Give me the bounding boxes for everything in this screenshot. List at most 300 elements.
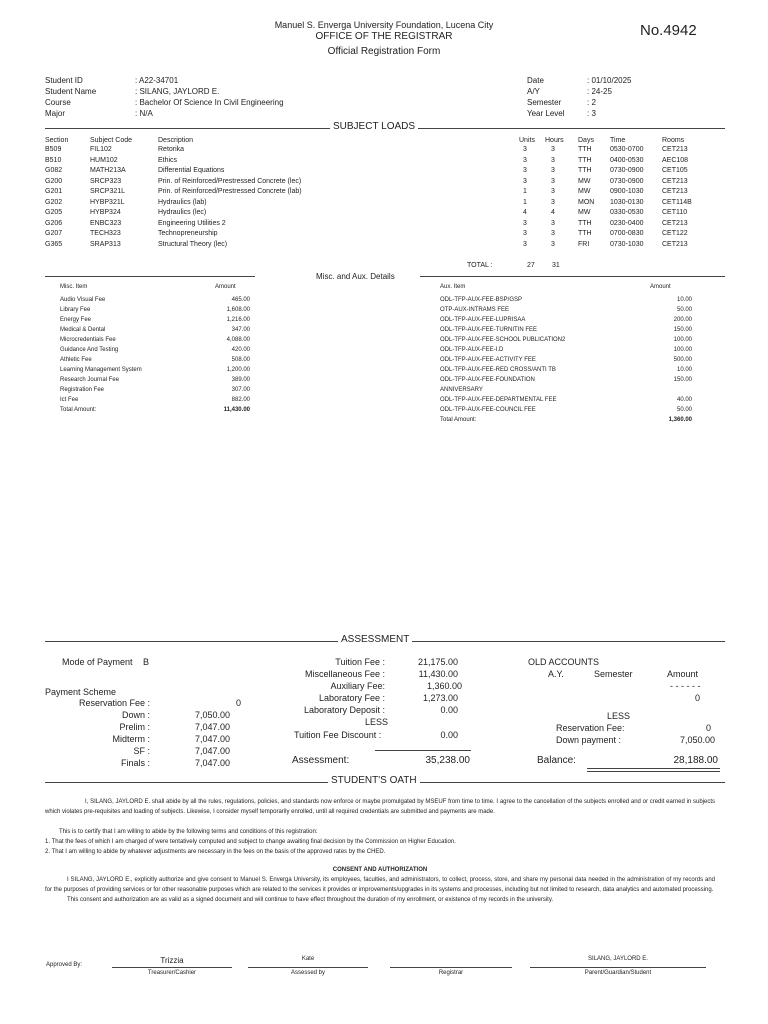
aux-row: [440, 327, 692, 337]
mode-of-payment-value: B: [143, 657, 150, 667]
subject-room: CET122: [662, 230, 688, 237]
misc-item: Medical & Dental: [60, 327, 106, 333]
certify-intro: This is to certify that I am willing to abide by the following terms and conditions of this registration:: [59, 829, 318, 835]
assessor-signature-name: Kate: [301, 956, 315, 962]
total-hours: 31: [552, 262, 560, 269]
subject-hours: 3: [551, 230, 555, 237]
aux-amount: 500.00: [673, 357, 692, 363]
aux-amount: 150.00: [673, 377, 692, 383]
subject-section: B510: [45, 156, 62, 164]
misc-item: Athletic Fee: [60, 357, 92, 363]
misc-row: [60, 357, 252, 367]
col-description: Description: [158, 137, 194, 144]
aux-item-header: Aux. Item: [440, 284, 466, 290]
subject-row: [45, 230, 725, 241]
subject-code: FIL102: [90, 146, 112, 153]
subject-row: [45, 188, 725, 199]
misc-rows: [60, 297, 252, 407]
misc-row: [60, 327, 252, 337]
aux-item: ODL-TFP-AUX-FEE-RED CROSS/ANTI TB: [440, 367, 556, 373]
aux-item: ODL-TFP-AUX-FEE-DEPARTMENTAL FEE: [440, 397, 557, 403]
info-label: Date: [527, 76, 544, 85]
down-payment-value: 7,050.00: [679, 735, 715, 745]
subject-room: CET213: [662, 146, 688, 153]
fees-less-label: LESS: [365, 717, 389, 727]
misc-amount: 1,608.00: [226, 307, 250, 313]
subject-section: G202: [45, 198, 63, 206]
aux-item: OTP-AUX-INTRAMS FEE: [440, 307, 510, 313]
fee-value: 21,175.00: [417, 657, 458, 667]
subject-days: TTH: [578, 146, 592, 153]
payment-scheme-label: Payment Scheme: [45, 687, 117, 697]
subject-table-header: [45, 137, 725, 146]
subject-days: MW: [578, 177, 591, 185]
aux-item: ODL-TFP-AUX-FEE-TURNITIN FEE: [440, 327, 537, 333]
info-value: : A22-34701: [135, 76, 179, 85]
scheme-label: SF :: [133, 746, 150, 756]
subject-row: [45, 209, 725, 220]
right-less-label: LESS: [607, 711, 631, 721]
aux-table: [440, 284, 692, 427]
subject-room: CET213: [662, 188, 688, 195]
oath-body: [45, 797, 715, 905]
subject-time: 0730-1030: [610, 240, 644, 248]
subject-hours: 3: [551, 188, 555, 195]
fee-label: Laboratory Fee :: [318, 693, 385, 703]
aux-amount: 200.00: [673, 317, 692, 323]
fee-label: Miscellaneous Fee :: [304, 669, 385, 679]
aux-row: [440, 367, 692, 377]
aux-item: ODL-TFP-AUX-FEE-ACTIVITY FEE: [440, 357, 536, 363]
old-value: 0: [695, 693, 701, 703]
subject-code: SRAP313: [90, 240, 121, 248]
misc-item: Research Journal Fee: [60, 377, 120, 383]
total-units: 27: [527, 262, 535, 269]
aux-row: [440, 357, 692, 367]
subject-section: G205: [45, 209, 63, 216]
subject-row: [45, 157, 725, 168]
approved-by-label: Approved By:: [46, 962, 83, 968]
old-dashes: - - - - - -: [670, 681, 701, 691]
info-label: Student Name: [45, 87, 97, 96]
col-units: Units: [519, 137, 535, 144]
cashier-signature-name: Trizzia: [160, 956, 184, 965]
info-value: : 3: [587, 109, 596, 118]
aux-amount: 10.00: [676, 297, 692, 303]
subject-section: G082: [45, 167, 63, 174]
subject-code: SRCP321L: [90, 188, 126, 195]
subject-hours: 3: [551, 219, 555, 227]
info-value: : 24-25: [587, 87, 612, 96]
consent-paragraph: This consent and authorization are as valid as a signed document and will continue to have effect throughout the duration of my enrollment, or existence of my records in the university.: [67, 897, 554, 903]
subject-units: 1: [523, 198, 527, 206]
misc-row: [60, 307, 252, 317]
subject-section: G201: [45, 188, 63, 195]
subject-room: CET114B: [662, 198, 692, 206]
subject-room: CET105: [662, 167, 688, 174]
aux-amount: 50.00: [676, 307, 692, 313]
down-payment-label: Down payment :: [556, 735, 622, 745]
subject-description: Prin. of Reinforced/Prestressed Concrete (lec): [158, 177, 302, 185]
subject-days: MON: [578, 198, 595, 206]
subject-description: Engineering Utilities 2: [158, 219, 226, 227]
aux-total-value: 1,360.00: [668, 417, 692, 423]
mode-of-payment-label: Mode of Payment: [62, 657, 133, 667]
subject-time: 0330-0530: [610, 209, 644, 216]
subject-days: TTH: [578, 230, 592, 237]
scheme-label: Reservation Fee :: [78, 698, 150, 708]
subject-hours: 3: [551, 156, 555, 164]
misc-row: [60, 337, 252, 347]
info-value: : N/A: [135, 109, 153, 118]
subject-description: Differential Equations: [158, 167, 225, 174]
aux-row: [440, 407, 692, 417]
info-label: Major: [45, 109, 66, 118]
aux-item: ODL-TFP-AUX-FEE-COUNCIL FEE: [440, 407, 536, 413]
fee-row: [280, 657, 470, 669]
subject-row: [45, 167, 725, 178]
aux-item: ODL-TFP-AUX-FEE-LUPRISAA: [440, 317, 526, 323]
misc-item-header: Misc. Item: [60, 284, 88, 290]
signature-line: [530, 967, 706, 968]
aux-row: [440, 307, 692, 317]
subject-rows: [45, 146, 725, 251]
subject-hours: 3: [551, 240, 555, 248]
aux-total-row: [440, 417, 692, 427]
col-days: Days: [578, 137, 594, 144]
misc-item: Ict Fee: [60, 397, 79, 403]
aux-amount: 50.00: [676, 407, 692, 413]
col-code: Subject Code: [90, 137, 133, 144]
fee-value: 1,273.00: [422, 693, 458, 703]
misc-aux-title: Misc. and Aux. Details: [316, 272, 395, 281]
info-row: [45, 87, 284, 98]
subject-units: 3: [523, 146, 527, 153]
misc-amount: 1,200.00: [226, 367, 250, 373]
fees-block: [280, 657, 470, 717]
subject-section: G200: [45, 177, 63, 185]
scheme-row: [60, 722, 250, 734]
subject-code: SRCP323: [90, 177, 122, 185]
signature-line: [390, 967, 512, 968]
balance-underline: [587, 771, 720, 772]
subject-days: TTH: [578, 167, 592, 174]
oath-title: STUDENT'S OATH: [328, 775, 420, 786]
aux-rows: [440, 297, 692, 417]
fee-row: [280, 681, 470, 693]
subject-hours: 4: [551, 209, 555, 216]
subject-loads-title: SUBJECT LOADS: [330, 121, 418, 132]
misc-row: [60, 367, 252, 377]
info-label: Student ID: [45, 76, 83, 85]
misc-amount: 1,216.00: [226, 317, 250, 323]
fee-label: Laboratory Deposit :: [303, 705, 385, 715]
aux-item: ODL-TFP-AUX-FEE-I.D: [440, 347, 504, 353]
misc-row: [60, 297, 252, 307]
subject-code: HUM102: [90, 156, 118, 164]
misc-amount: 307.00: [231, 387, 250, 393]
misc-amount: 347.00: [231, 327, 250, 333]
fee-value: 11,430.00: [418, 669, 458, 679]
subject-units: 3: [523, 219, 527, 227]
info-row: [45, 98, 284, 109]
aux-row: [440, 387, 692, 397]
misc-row: [60, 377, 252, 387]
old-ay-header: A.Y.: [548, 669, 564, 679]
cashier-label: Treasurer/Cashier: [147, 970, 197, 976]
subject-days: FRI: [578, 240, 590, 248]
aux-item: ANNIVERSARY: [440, 387, 483, 393]
subject-code: HYBP321L: [90, 198, 125, 206]
misc-amount-header: Amount: [215, 284, 236, 290]
subject-code: HYBP324: [90, 209, 121, 216]
divider: [420, 276, 725, 277]
subject-section: B509: [45, 146, 62, 153]
subject-description: Prin. of Reinforced/Prestressed Concrete (lab): [158, 188, 302, 195]
info-label: Year Level: [527, 109, 565, 118]
assessment-rule: [375, 750, 471, 751]
scheme-value: 0: [235, 698, 241, 708]
subject-units: 1: [523, 188, 527, 195]
misc-total-value: 11,430.00: [223, 407, 250, 413]
fee-label: Auxiliary Fee:: [330, 681, 385, 691]
subject-description: Ethics: [158, 156, 178, 164]
fee-row: [280, 705, 470, 717]
old-semester-header: Semester: [594, 669, 633, 679]
misc-amount: 508.00: [231, 357, 250, 363]
misc-row: [60, 347, 252, 357]
subject-units: 3: [523, 177, 527, 185]
certify-item: 1. That the fees of which I am charged of were tentatively computed and subject to change awaiting final decision by the Commission on Higher Education.: [45, 839, 456, 845]
subject-description: Structural Theory (lec): [158, 240, 228, 248]
subject-section: G206: [45, 219, 63, 227]
col-rooms: Rooms: [662, 137, 685, 144]
university-name: Manuel S. Enverga University Foundation, Lucena City: [274, 20, 494, 30]
aux-row: [440, 337, 692, 347]
aux-amount: 40.00: [676, 397, 692, 403]
scheme-label: Midterm :: [112, 734, 150, 744]
misc-total-row: [60, 407, 252, 417]
subject-days: MW: [578, 209, 591, 216]
info-row: [45, 76, 284, 87]
parent-signature-name: SILANG, JAYLORD E.: [588, 956, 648, 962]
aux-item: ODL-TFP-AUX-FEE-BSP/GSP: [440, 297, 523, 303]
subject-days: TTH: [578, 156, 592, 164]
misc-item: Learning Management System: [60, 367, 142, 373]
subject-days: TTH: [578, 219, 592, 227]
payment-scheme: [60, 698, 250, 770]
subject-hours: 3: [551, 198, 555, 206]
subject-room: CET213: [662, 219, 688, 227]
subject-code: MATH213A: [90, 167, 126, 174]
aux-amount: 100.00: [673, 337, 692, 343]
office-title: OFFICE OF THE REGISTRAR: [315, 31, 453, 42]
misc-table: [60, 284, 252, 417]
scheme-value: 7,050.00: [194, 710, 230, 720]
subject-days: MW: [578, 188, 591, 195]
misc-amount: 882.00: [231, 397, 250, 403]
student-info-right: [527, 76, 631, 120]
fee-row: [280, 693, 470, 705]
misc-amount: 465.00: [231, 297, 250, 303]
subject-time: 1030-0130: [610, 198, 644, 206]
balance-value: 28,188.00: [673, 755, 718, 766]
fee-label: Tuition Fee :: [335, 657, 385, 667]
subject-code: TECH323: [90, 230, 121, 237]
subject-room: AEC108: [662, 156, 689, 164]
misc-total-label: Total Amount:: [60, 407, 97, 413]
subject-row: [45, 241, 725, 252]
scheme-label: Prelim :: [119, 722, 150, 732]
info-label: Course: [45, 98, 71, 107]
col-hours: Hours: [545, 137, 564, 144]
misc-item: Audio Visual Fee: [60, 297, 106, 303]
balance-underline: [587, 768, 720, 769]
consent-title: CONSENT AND AUTHORIZATION: [332, 867, 428, 873]
subject-hours: 3: [551, 167, 555, 174]
aux-row: [440, 347, 692, 357]
old-amount-header: Amount: [667, 669, 699, 679]
subject-units: 3: [523, 156, 527, 164]
info-label: Semester: [527, 98, 562, 107]
subject-row: [45, 199, 725, 210]
signature-line: [112, 967, 232, 968]
fee-value: 1,360.00: [426, 681, 462, 691]
subject-units: 3: [523, 167, 527, 174]
scheme-row: [60, 734, 250, 746]
subject-hours: 3: [551, 177, 555, 185]
subject-table: [45, 137, 725, 251]
subject-description: Technopreneurship: [158, 230, 218, 237]
certify-item: 2. That I am willing to abide by whatever adjustments are necessary in the fees on the basis of the approved rates by the CHED.: [45, 849, 386, 855]
registrar-label: Registrar: [438, 970, 464, 976]
assessment-title: ASSESSMENT: [338, 634, 412, 645]
misc-amount: 4,088.00: [226, 337, 250, 343]
student-info-left: [45, 76, 284, 120]
aux-amount: 150.00: [673, 327, 692, 333]
subject-description: Hydraulics (lec): [158, 209, 207, 216]
aux-item: ODL-TFP-AUX-FEE-FOUNDATION: [440, 377, 535, 383]
scheme-value: 7,047.00: [194, 722, 230, 732]
info-value: : 2: [587, 98, 596, 107]
fee-value: 0.00: [440, 705, 458, 715]
info-value: : Bachelor Of Science In Civil Engineering: [135, 98, 284, 107]
reservation-fee-value: 0: [706, 723, 712, 733]
fee-row: [280, 669, 470, 681]
assessment-value: 35,238.00: [425, 755, 470, 766]
subject-units: 3: [523, 230, 527, 237]
misc-item: Microcredentials Fee: [60, 337, 116, 343]
subject-units: 4: [523, 209, 527, 216]
subject-room: CET213: [662, 177, 688, 185]
misc-row: [60, 397, 252, 407]
tuition-discount-label: Tuition Fee Discount :: [294, 730, 382, 740]
subject-time: 0900-1030: [610, 188, 644, 195]
subject-code: ENBC323: [90, 219, 122, 227]
misc-item: Library Fee: [60, 307, 91, 313]
misc-header: [60, 284, 252, 293]
misc-amount: 389.00: [231, 377, 250, 383]
aux-total-label: Total Amount:: [440, 417, 477, 423]
subject-row: [45, 220, 725, 231]
subject-time: 0730-0900: [610, 167, 644, 174]
form-number: No.4942: [640, 22, 697, 39]
misc-amount: 420.00: [231, 347, 250, 353]
subject-time: 0400-0530: [610, 156, 644, 164]
assessment-label: Assessment:: [292, 755, 350, 766]
info-label: A/Y: [527, 87, 540, 96]
subject-time: 0700-0830: [610, 230, 644, 237]
subject-time: 0530-0700: [610, 146, 644, 153]
aux-amount-header: Amount: [650, 284, 671, 290]
subject-hours: 3: [551, 146, 555, 153]
info-row: [45, 109, 284, 120]
scheme-value: 7,047.00: [194, 746, 230, 756]
aux-row: [440, 297, 692, 307]
subject-time: 0230-0400: [610, 219, 644, 227]
balance-label: Balance:: [537, 755, 576, 766]
divider: [45, 276, 255, 277]
total-label: TOTAL :: [467, 262, 493, 269]
misc-item: Guidance And Testing: [60, 347, 119, 353]
misc-row: [60, 317, 252, 327]
subject-description: Hydraulics (lab): [158, 198, 207, 206]
scheme-label: Down :: [121, 710, 150, 720]
scheme-value: 7,047.00: [194, 734, 230, 744]
subject-section: G207: [45, 230, 63, 237]
aux-header: [440, 284, 692, 293]
subject-row: [45, 178, 725, 189]
col-time: Time: [610, 137, 626, 144]
aux-item: ODL-TFP-AUX-FEE-SCHOOL PUBLICATION2: [440, 337, 566, 343]
misc-item: Energy Fee: [60, 317, 92, 323]
misc-row: [60, 387, 252, 397]
scheme-value: 7,047.00: [194, 758, 230, 768]
aux-row: [440, 377, 692, 387]
scheme-row: [60, 746, 250, 758]
subject-section: G365: [45, 240, 63, 248]
reservation-fee-label: Reservation Fee:: [556, 723, 625, 733]
aux-row: [440, 317, 692, 327]
consent-paragraph: I SILANG, JAYLORD E., explicitly authorize and give consent to Manuel S. Enverga University, its employees, faculties, and administrators, to collect, process, store, and share my personal data needed in the administration of my records and for the purposes of providing services or for other reasonable purposes which are related to the services it provides or improvements/upgrades in its systems and processes, including but not limited to research, data analytics and automated processing.: [45, 877, 715, 893]
scheme-row: [60, 710, 250, 722]
subject-room: CET110: [662, 209, 688, 216]
assessor-label: Assessed by: [290, 970, 326, 976]
scheme-row: [60, 758, 250, 770]
aux-amount: 10.00: [676, 367, 692, 373]
info-value: : 01/10/2025: [587, 76, 632, 85]
signature-line: [248, 967, 368, 968]
scheme-label: Finals :: [120, 758, 150, 768]
oath-paragraph: I, SILANG, JAYLORD E. shall abide by all the rules, regulations, policies, and standards now enforce or maybe promulgated by MSEUF from time to time. I agree to the cancellation of the subjects enrolled and or credit earned in subjects which violates pre-requisites and loading of subjects. Likewise, I consider myself temporarily enrolled, until all required credentials are submitted and payments are made.: [45, 799, 715, 815]
aux-amount: 100.00: [673, 347, 692, 353]
misc-item: Registration Fee: [60, 387, 105, 393]
info-row: [527, 98, 631, 109]
subject-room: CET213: [662, 240, 688, 248]
subject-description: Retorika: [158, 146, 185, 153]
subject-units: 3: [523, 240, 527, 248]
col-section: Section: [45, 137, 69, 144]
scheme-row: [60, 698, 250, 710]
parent-label: Parent/Guardian/Student: [584, 970, 652, 976]
aux-row: [440, 397, 692, 407]
form-title: Official Registration Form: [327, 46, 441, 57]
info-row: [527, 76, 631, 87]
subject-row: [45, 146, 725, 157]
tuition-discount-value: 0.00: [440, 730, 458, 740]
subject-time: 0730-0900: [610, 177, 644, 185]
old-accounts-label: OLD ACCOUNTS: [528, 657, 600, 667]
